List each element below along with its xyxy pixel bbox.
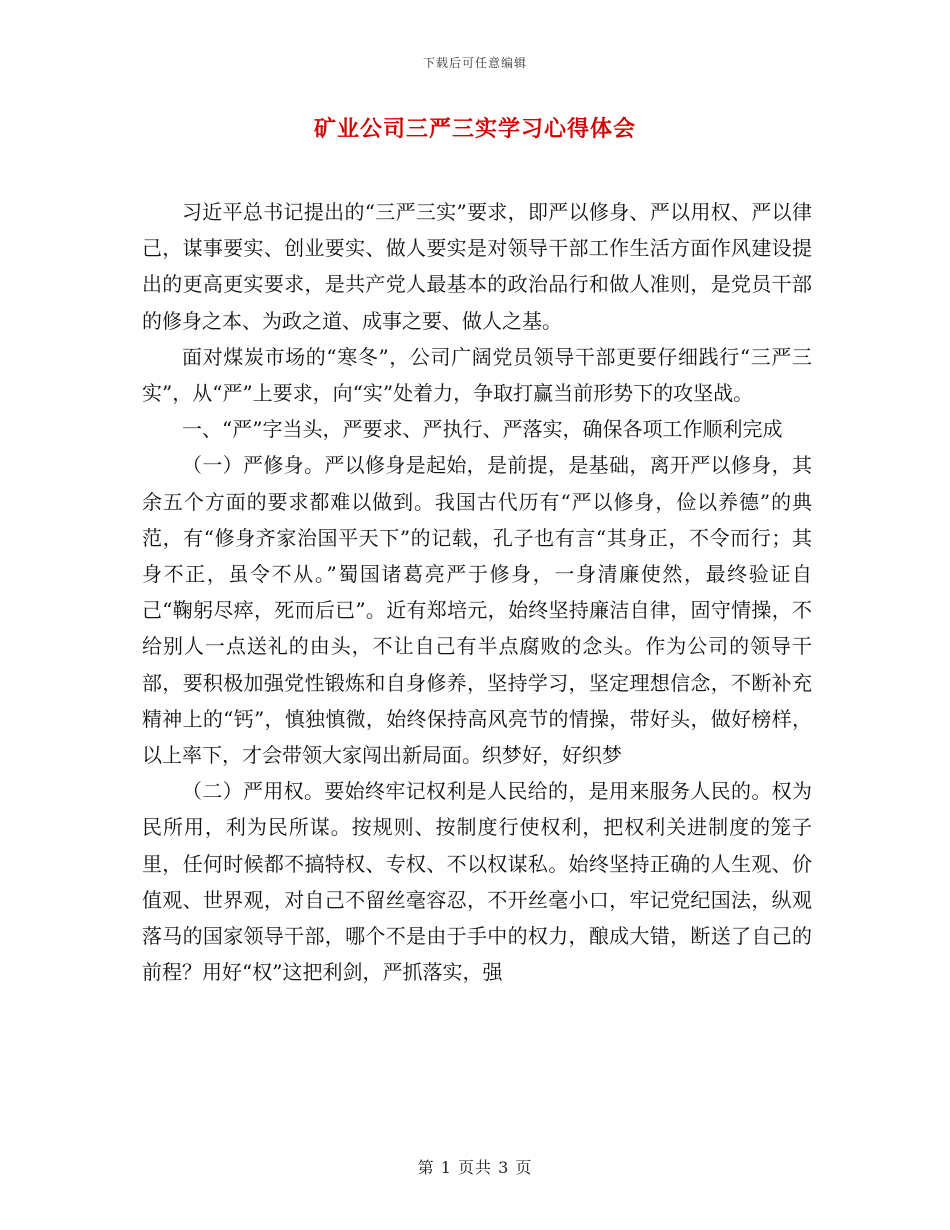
page-number: 第 1 页共 3 页 [417,1158,533,1177]
document-body [142,194,812,990]
paragraph-self-cultivation: （一）严修身。严以修身是起始，是前提，是基础，离开严以修身，其余五个方面的要求都难以做到。我国古代历有“严以修身，俭以养德”的典范，有“修身齐家治国平天下”的记载，孔子也有言“其身正，不令而行；其身不正，虽令不从。”蜀国诸葛亮严于修身，一身清廉使然，最终验证自己“鞠躬尽瘁，死而后已”。近有郑培元，始终坚持廉洁自律，固守情操，不给别人一点送礼的由头，不让自己有半点腐败的念头。作为公司的领导干部，要积极加强党性锻炼和自身修养，坚持学习，坚定理想信念，不断补充精神上的“钙”，慎独慎微，始终保持高风亮节的情操，带好头，做好榜样，以上率下，才会带领大家闯出新局面。织梦好，好织梦 [142,453,812,768]
document-title: 矿业公司三严三实学习心得体会 [313,116,636,142]
page-header-note: 下载后可任意编辑 [422,56,527,70]
paragraph-use-of-power: （二）严用权。要始终牢记权利是人民给的，是用来服务人民的。权为民所用，利为民所谋。按规则、按制度行使权利，把权利关进制度的笼子里，任何时候都不搞特权、专权、不以权谋私。始终坚持正确的人生观、价值观、世界观，对自己不留丝毫容忍，不开丝毫小口，牢记党纪国法，纵观落马的国家领导干部，哪个不是由于手中的权力，酿成大错，断送了自己的前程？用好“权”这把利剑，严抓落实，强 [142,779,812,985]
paragraph-context: 面对煤炭市场的“寒冬”，公司广阔党员领导干部更要仔细践行“三严三实”，从“严”上要求，向“实”处着力，争取打赢当前形势下的攻坚战。 [142,344,812,406]
section-heading-1: 一、“严”字当头，严要求、严执行、严落实，确保各项工作顺利完成 [182,417,783,442]
paragraph-intro: 习近平总书记提出的“三严三实”要求，即严以修身、严以用权、严以律己，谋事要实、创业要实、做人要实是对领导干部工作生活方面作风建设提出的更高更实要求，是共产党人最基本的政治品行和做人准则，是党员干部的修身之本、为政之道、成事之要、做人之基。 [142,200,812,333]
